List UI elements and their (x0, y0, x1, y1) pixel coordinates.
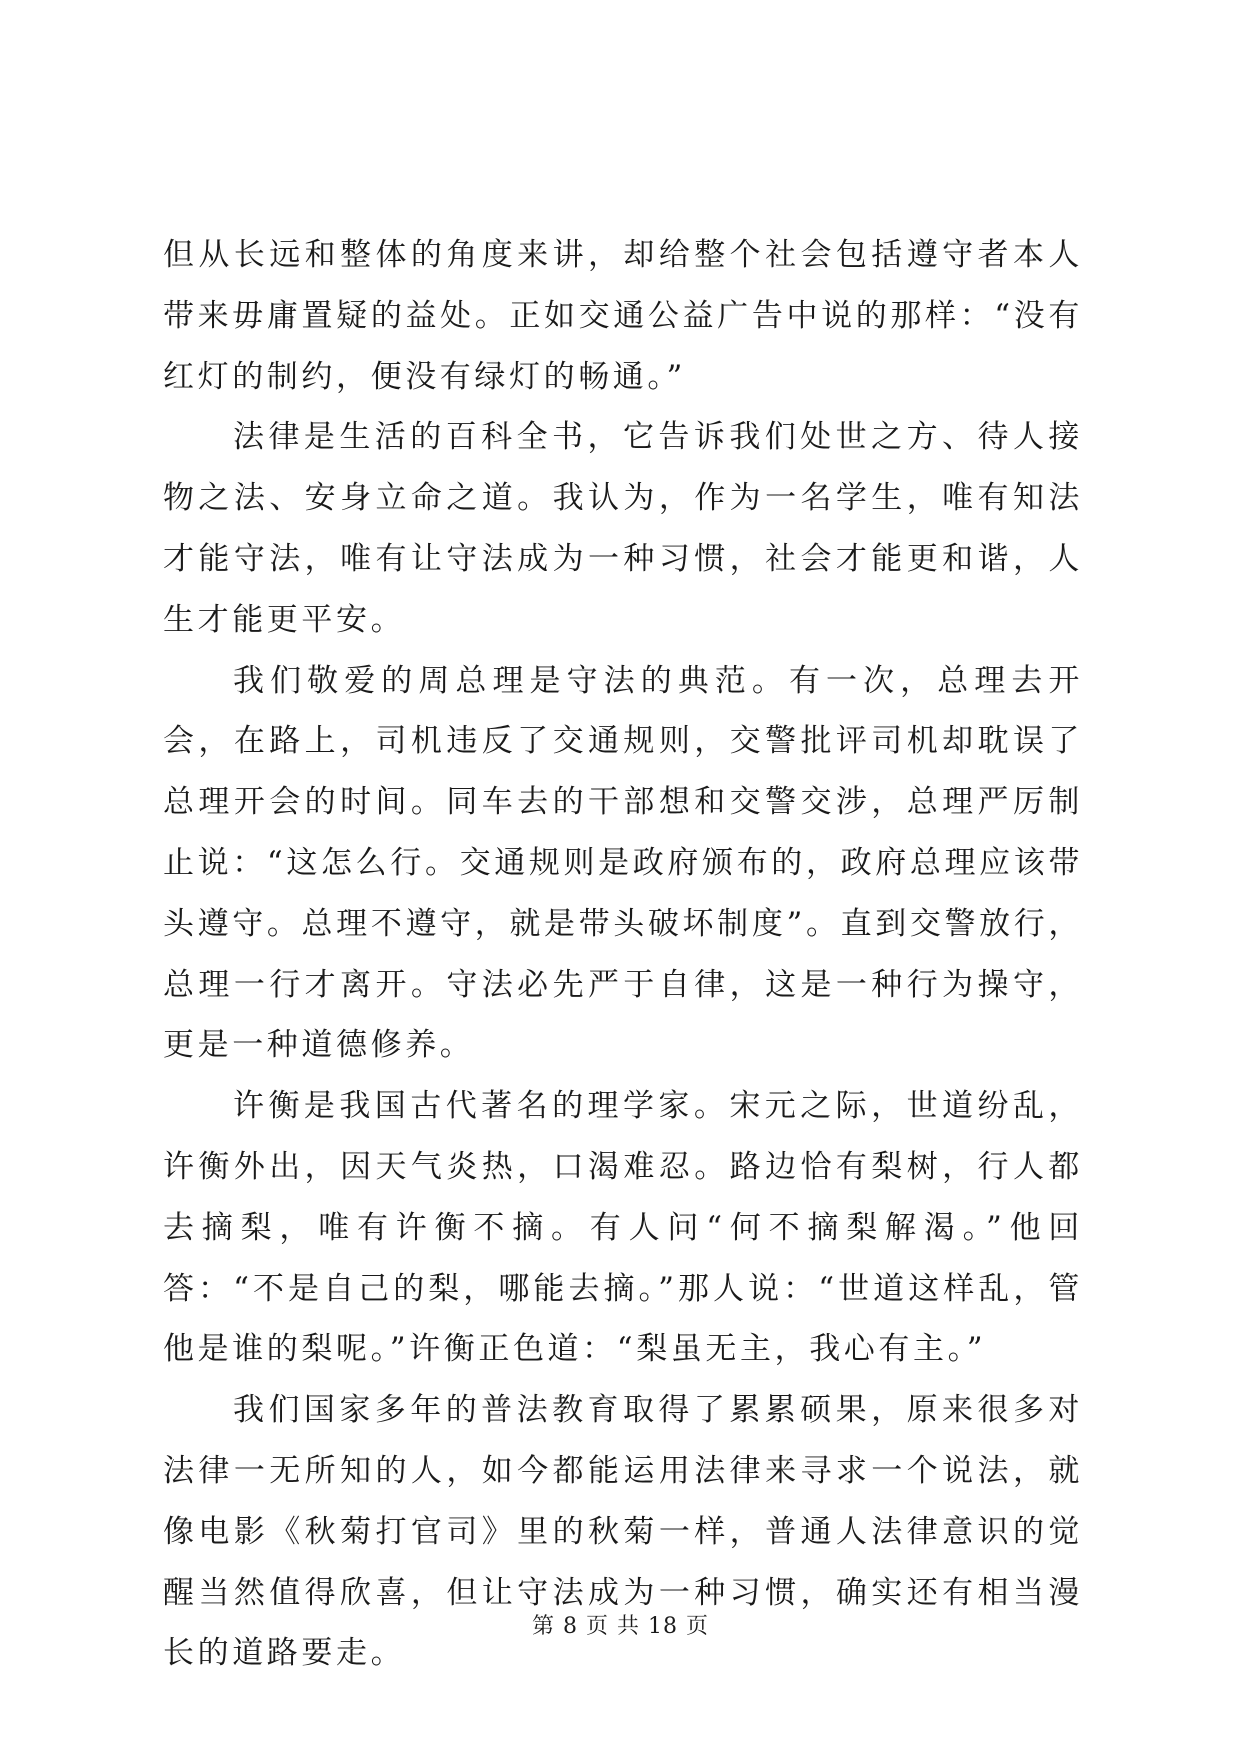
body-text (163, 225, 1083, 1684)
paragraph-5: 我们国家多年的普法教育取得了累累硕果，原来很多对法律一无所知的人，如今都能运用法律来寻求一个说法，就像电影《秋菊打官司》里的秋菊一样，普通人法律意识的觉醒当然值得欣喜，但让守法成为一种习惯，确实还有相当漫长的道路要走。 (163, 1392, 1083, 1672)
paragraph-4: 许衡是我国古代著名的理学家。宋元之际，世道纷乱，许衡外出，因天气炎热，口渴难忍。路边恰有梨树，行人都去摘梨，唯有许衡不摘。有人问“何不摘梨解渴。”他回答：“不是自己的梨，哪能去摘。”那人说：“世道这样乱，管他是谁的梨呢。”许衡正色道：“梨虽无主，我心有主。” (163, 1088, 1083, 1368)
page-footer: 第 8 页 共 18 页 (532, 1614, 709, 1639)
paragraph-2: 法律是生活的百科全书，它告诉我们处世之方、待人接物之法、安身立命之道。我认为，作为一名学生，唯有知法才能守法，唯有让守法成为一种习惯，社会才能更和谐，人生才能更平安。 (163, 419, 1083, 638)
paragraph-3: 我们敬爱的周总理是守法的典范。有一次，总理去开会，在路上，司机违反了交通规则，交警批评司机却耽误了总理开会的时间。同车去的干部想和交警交涉，总理严厉制止说：“这怎么行。交通规则是政府颁布的，政府总理应该带头遵守。总理不遵守，就是带头破坏制度”。直到交警放行，总理一行才离开。守法必先严于自律，这是一种行为操守，更是一种道德修养。 (163, 662, 1083, 1064)
paragraph-1: 但从长远和整体的角度来讲，却给整个社会包括遵守者本人带来毋庸置疑的益处。正如交通公益广告中说的那样：“没有红灯的制约，便没有绿灯的畅通。” (163, 237, 1083, 395)
